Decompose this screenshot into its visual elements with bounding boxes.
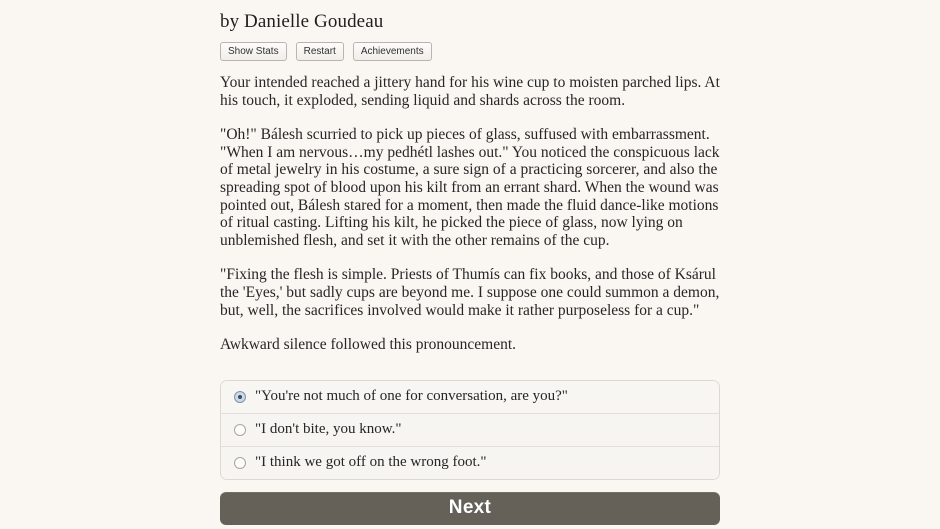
choice-option-label: "You're not much of one for conversation, are you?"	[255, 388, 568, 405]
choice-option-label: "I think we got off on the wrong foot."	[255, 454, 487, 471]
story-paragraph: Awkward silence followed this pronouncement.	[220, 336, 517, 354]
choice-option[interactable]	[221, 447, 719, 479]
radio-unselected-icon[interactable]	[234, 424, 246, 436]
show-stats-button[interactable]: Show Stats	[220, 42, 287, 61]
radio-selected-icon[interactable]	[234, 391, 246, 403]
radio-unselected-icon[interactable]	[234, 457, 246, 469]
story-paragraph: Your intended reached a jittery hand for his wine cup to moisten parched lips. At his touch, it exploded, sending liquid and shards across the room.	[220, 74, 720, 109]
restart-button[interactable]: Restart	[296, 42, 344, 61]
next-button[interactable]: Next	[220, 492, 720, 525]
choice-option-label: "I don't bite, you know."	[255, 421, 402, 438]
author-byline: by Danielle Goudeau	[220, 11, 384, 32]
story-paragraph: "Fixing the flesh is simple. Priests of Thumís can fix books, and those of Ksárul the 'Eyes,' but sadly cups are beyond me. I suppose one could summon a demon, but, well, the sacrifices involved would make it rather purposeless for a cup."	[220, 266, 720, 319]
choice-option[interactable]	[221, 414, 719, 447]
game-column	[220, 0, 720, 525]
story-text	[220, 74, 720, 354]
choice-list	[220, 380, 720, 480]
achievements-button[interactable]: Achievements	[353, 42, 432, 61]
choice-option[interactable]	[221, 381, 719, 414]
game-toolbar	[220, 42, 720, 61]
story-paragraph: "Oh!" Bálesh scurried to pick up pieces of glass, suffused with embarrassment. "When I am nervous…my pedhétl lashes out." You noticed the conspicuous lack of metal jewelry in his costume, a sure sign of a practicing sorcerer, and also the spreading spot of blood upon his kilt from an errant shard. When the wound was pointed out, Bálesh stared for a moment, then made the fluid dance-like motions of ritual casting. Lifting his kilt, he picked the piece of glass, now lying on unblemished flesh, and set it with the other remains of the cup.	[220, 126, 720, 249]
